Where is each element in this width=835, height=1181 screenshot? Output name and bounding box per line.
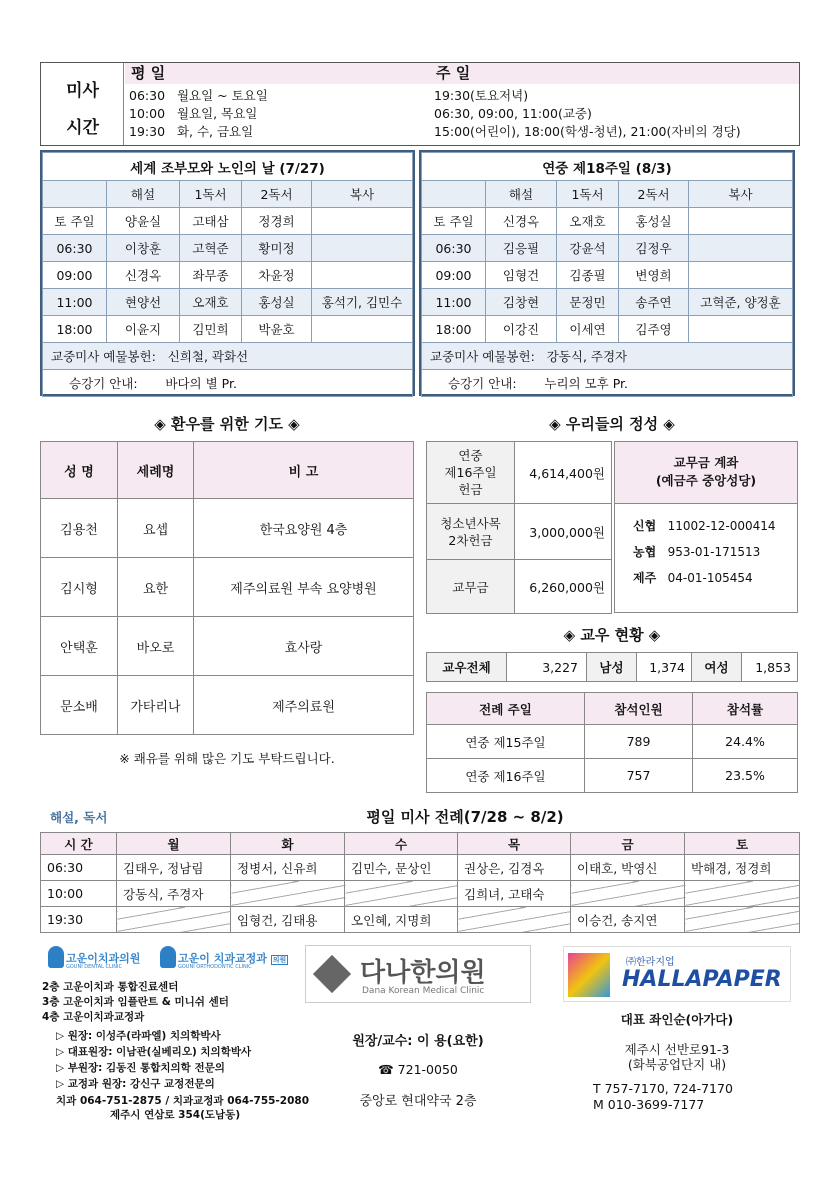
- dana-logo-icon: [313, 955, 351, 993]
- dental-ad: 고운이치과의원 GOUNI DENTAL CLINIC 고운이 치과교정과 의원 GOUNI ORTHODONTIC CLINIC 2층 고운이치과 통합진료센터 3층 고운이치과 임플란트 & 미니쉬 센터 4층 고운이치과교정과 ▷ 원장: 이성주(라파엘) 치의학박사 ▷ 대표원장: 이남관(실베리오) 치의학박사 ▷ 부원장: 김동진 통합치의학 전문의 ▷ 교정과 원장: 강신구 교정전문의 치과 064-751-2875 / 치과교정과 064-755-2080 제주시 연삼로 354(도남동): [40, 944, 298, 1124]
- table-row: 청소년사목 2차헌금 3,000,000원: [427, 504, 612, 560]
- table-row: 11:00 현양선 오재호 홍성실 홍석기, 김민수: [43, 289, 413, 316]
- table-row: 김시형 요한 제주의료원 부속 요양병원: [41, 558, 414, 617]
- members-title: ◈ 교우 현황 ◈: [563, 626, 661, 644]
- right-elevator-guide: 승강기 안내: 누리의 모후 Pr.: [422, 370, 793, 397]
- table-row: 06:30 이창훈 고혁준 황미정: [43, 235, 413, 262]
- offering-title: ◈ 우리들의 정성 ◈: [549, 415, 675, 433]
- table-row: 11:00 김창현 문정민 송주연 고혁준, 양정훈: [422, 289, 793, 316]
- right-liturgy-box: [419, 150, 795, 396]
- mass-times-box: [40, 62, 800, 146]
- halla-logo: ㈜한라지업 HALLAPAPER: [563, 946, 791, 1002]
- table-row: 18:00 이윤지 김민희 박윤호: [43, 316, 413, 343]
- table-row: 연중 제16주일 757 23.5%: [427, 759, 798, 793]
- table-row: 18:00 이강진 이세연 김주영: [422, 316, 793, 343]
- weekday-title: 평 일: [125, 63, 430, 84]
- right-liturgy-table: 연중 제18주일 (8/3) 해설 1독서 2독서 복사 토 주일 신경옥 오재호 홍성실 06:30 김응필 강윤석 김정우 09:00 임형건 김종필 변영희 11:00 김창현 문정민 송주연 고혁준, 양정훈 18:00 이강진 이세연 김주영 교중미사 예물봉헌: 강동식, 주경자 승강기 안내: 누리의 모후 Pr.: [421, 152, 793, 397]
- table-row: 19:30 임형건, 김태용 오인혜, 지명희 이승건, 송지연: [41, 907, 800, 933]
- offering-table: [426, 441, 612, 614]
- account-row: 신협 11002-12-000414: [633, 519, 776, 533]
- table-row: 10:00 강동식, 주경자 김희녀, 고태숙: [41, 881, 800, 907]
- left-liturgy-title: 세계 조부모와 노인의 날 (7/27): [43, 153, 413, 181]
- table-row: 교무금 6,260,000원: [427, 560, 612, 614]
- tooth-logo-icon: [160, 946, 176, 968]
- table-row: 문소배 가타리나 제주의료원: [41, 676, 414, 735]
- weekday-times: 06:30 월요일 ~ 토요일 10:00 월요일, 목요일 19:30 화, 수, 금요일: [129, 88, 268, 139]
- left-liturgy-box: [40, 150, 415, 396]
- table-row: 06:30 김태우, 정남림 정병서, 신유희 김민수, 문상인 권상은, 김경옥 이태호, 박영신 박해경, 정경희: [41, 855, 800, 881]
- prayer-table: 성 명 세례명 비 고 김용천 요셉 한국요양원 4층 김시형 요한 제주의료원 부속 요양병원 안택훈 바오로 효사랑 문소배 가타리나 제주의료원: [40, 441, 414, 735]
- table-row: 토 주일 양윤실 고태삼 정경희: [43, 208, 413, 235]
- table-row: 06:30 김응필 강윤석 김정우: [422, 235, 793, 262]
- table-row: 연중 제15주일 789 24.4%: [427, 725, 798, 759]
- attendance-table: 전례 주일 참석인원 참석률 연중 제15주일 789 24.4% 연중 제16주일 757 23.5%: [426, 692, 798, 793]
- tooth-logo-icon: [48, 946, 64, 968]
- left-elevator-guide: 승강기 안내: 바다의 별 Pr.: [43, 370, 413, 397]
- account-title: 교무금 계좌 (예금주 중앙성당): [615, 442, 797, 504]
- weekday-schedule-table: 시 간 월 화 수 목 금 토 06:30 김태우, 정남림 정병서, 신유희 김민수, 문상인 권상은, 김경옥 이태호, 박영신 박해경, 정경희 10:00 강동식, 주경자 김희녀, 고태숙 19:30 임형건, 김태용 오인혜, 지명희 이승건, 송지연: [40, 832, 800, 933]
- table-row: 안택훈 바오로 효사랑: [41, 617, 414, 676]
- table-row: 09:00 임형건 김종필 변영희: [422, 262, 793, 289]
- table-row: 09:00 신경옥 좌무종 차윤정: [43, 262, 413, 289]
- table-row: 토 주일 신경옥 오재호 홍성실: [422, 208, 793, 235]
- left-offertory: 교중미사 예물봉헌: 신희철, 곽화선: [43, 343, 413, 370]
- prayer-title: ◈ 환우를 위한 기도 ◈: [154, 415, 300, 433]
- right-liturgy-title: 연중 제18주일 (8/3): [422, 153, 793, 181]
- halla-logo-icon: [568, 953, 610, 997]
- left-liturgy-table: 세계 조부모와 노인의 날 (7/27) 해설 1독서 2독서 복사 토 주일 양윤실 고태삼 정경희 06:30 이창훈 고혁준 황미정 09:00 신경옥 좌무종 차윤정 11:00 현양선 오재호 홍성실 홍석기, 김민수 18:00 이윤지 김민희 박윤호 교중미사 예물봉헌: 신희철, 곽화선 승강기 안내: 바다의 별 Pr.: [42, 152, 413, 397]
- schedule-title: 평일 미사 전례(7/28 ~ 8/2): [366, 808, 564, 826]
- schedule-caption: 해설, 독서: [50, 810, 108, 825]
- account-row: 농협 953-01-171513: [633, 545, 761, 559]
- right-offertory: 교중미사 예물봉헌: 강동식, 주경자: [422, 343, 793, 370]
- account-row: 제주 04-01-105454: [633, 571, 753, 585]
- prayer-note: ※ 쾌유를 위해 많은 기도 부탁드립니다.: [119, 751, 335, 766]
- members-table: 교우전체 3,227 남성 1,374 여성 1,853: [426, 652, 798, 682]
- account-box: [614, 441, 798, 613]
- sunday-title: 주 일: [430, 63, 799, 84]
- mass-times-label: 미사 시간: [41, 63, 124, 145]
- sunday-times: 19:30(토요저녁) 06:30, 09:00, 11:00(교중) 15:00(어린이), 18:00(학생-청년), 21:00(자비의 경당): [434, 88, 741, 139]
- dana-logo: 다나한의원 Dana Korean Medical Clinic: [305, 945, 531, 1003]
- table-row: 연중 제16주일 헌금 4,614,400원: [427, 442, 612, 504]
- table-row: 김용천 요셉 한국요양원 4층: [41, 499, 414, 558]
